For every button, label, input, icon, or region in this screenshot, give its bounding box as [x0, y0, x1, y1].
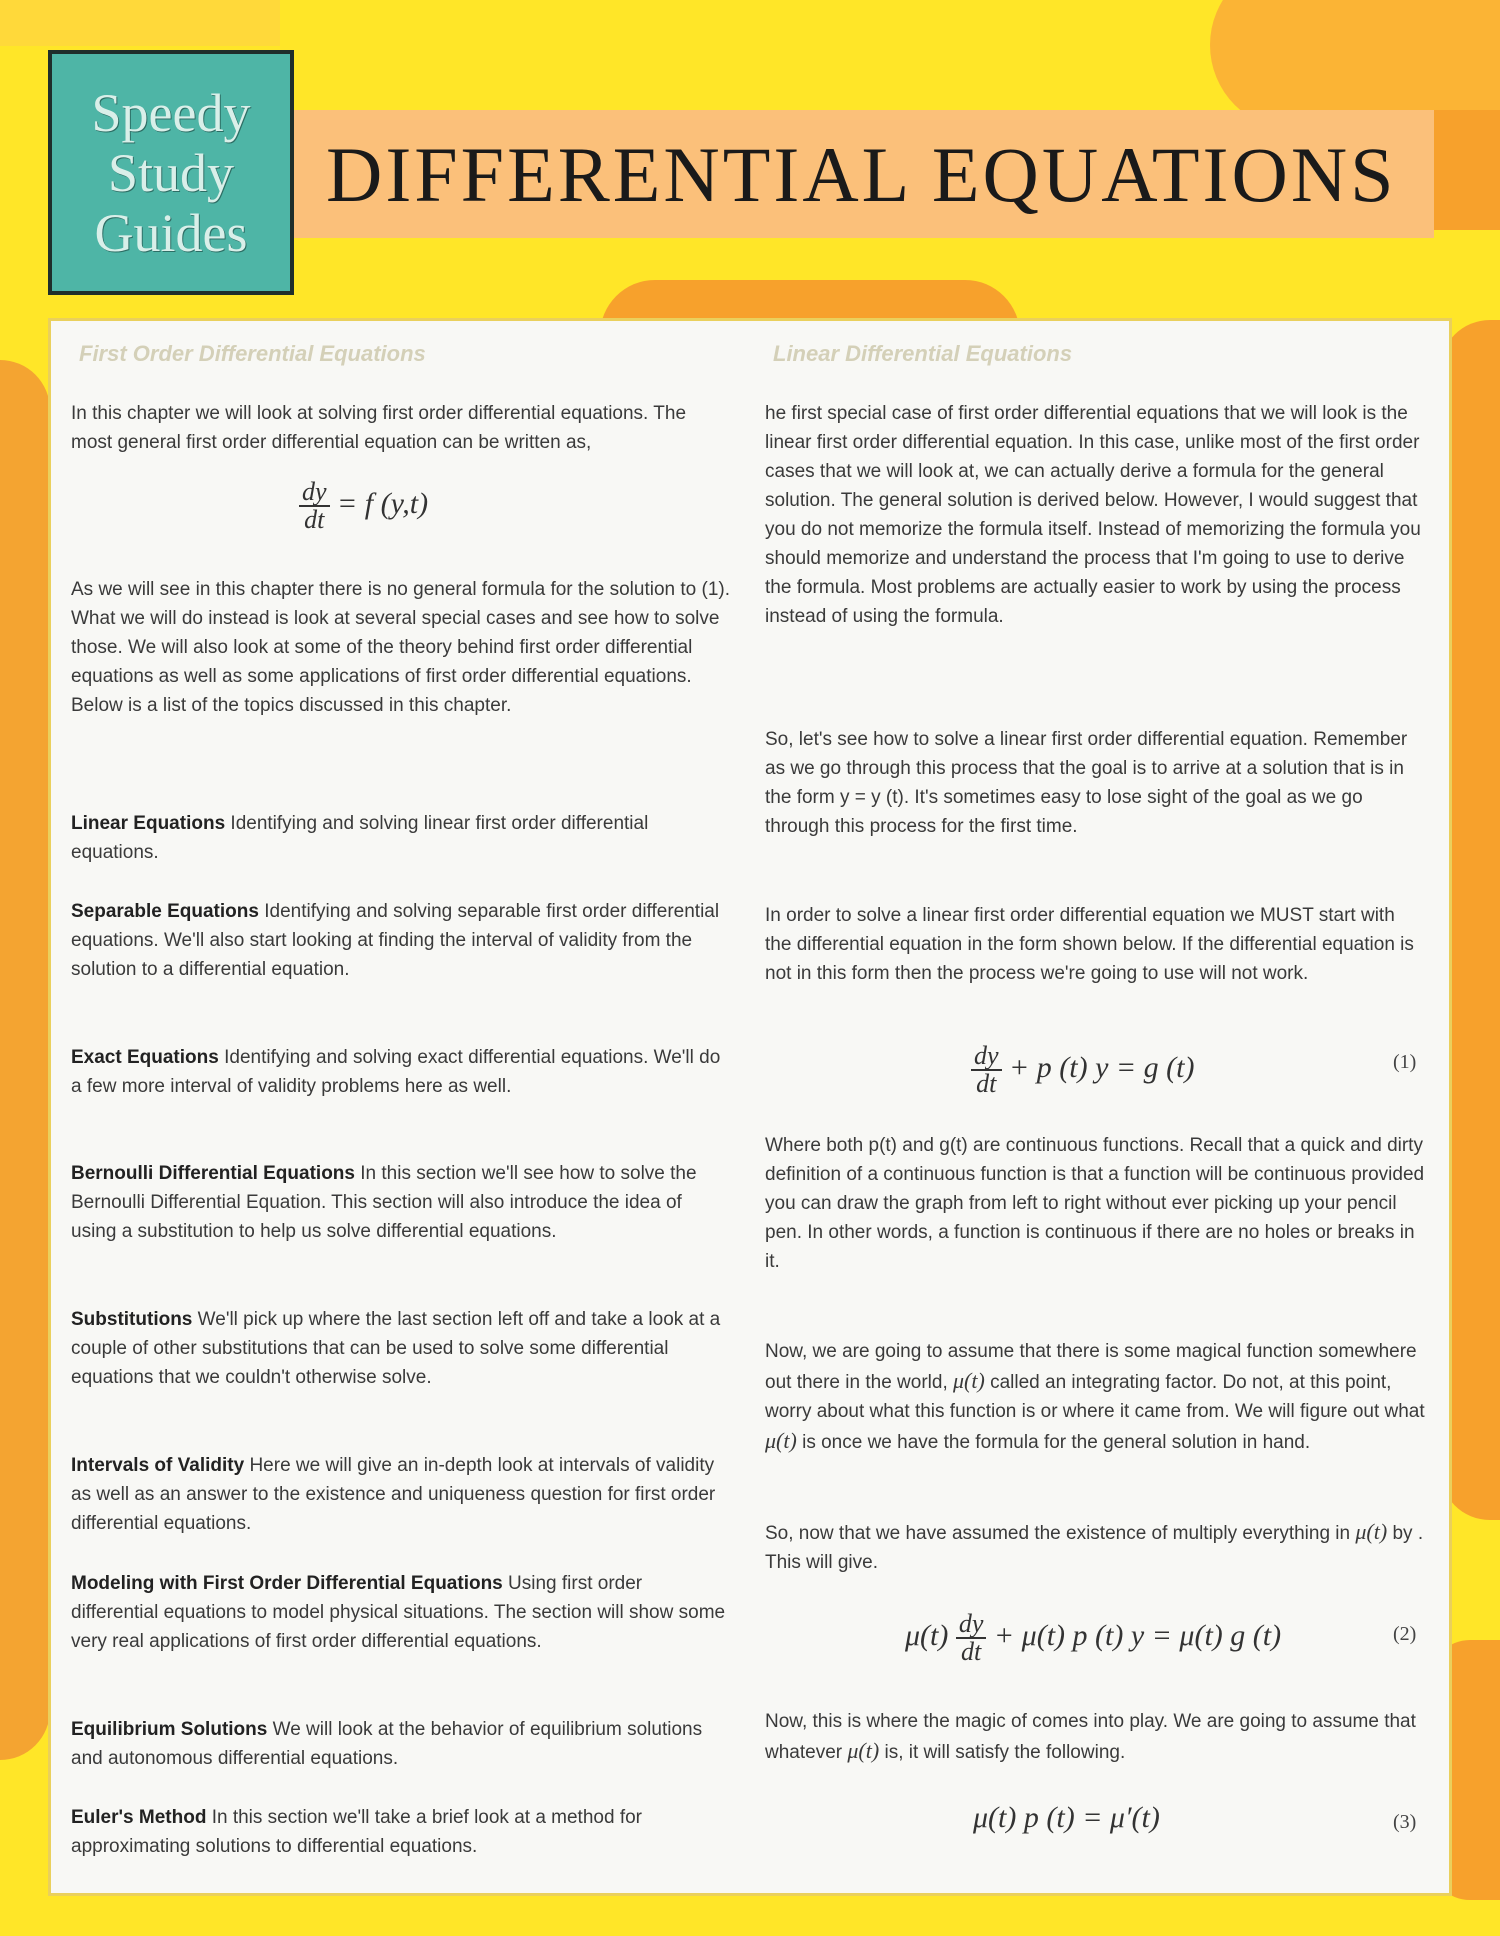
equation-rest: + p (t) y = g (t) — [1009, 1050, 1195, 1084]
topic-item — [71, 1451, 731, 1538]
general-equation — [299, 479, 428, 533]
topic-item — [71, 1159, 731, 1246]
topic-term: Equilibrium Solutions — [71, 1719, 268, 1740]
fraction — [956, 1611, 987, 1665]
text-run: called an integrating factor. Do not, at this point, worry about what this function is or where it came from. We will figure out what — [765, 1372, 1425, 1422]
topic-desc: Using first order differential equations to model physical situations. The section will show some very real applications of first order differential equations. — [71, 1573, 726, 1652]
equation-lead: μ(t) — [905, 1618, 949, 1652]
frac-denominator: dt — [976, 1069, 997, 1098]
mu-symbol: μ(t) — [953, 1368, 985, 1393]
text-run: Now, this is where the magic of comes into play. We are going to assume that whatever — [765, 1711, 1416, 1763]
equation-1 — [971, 1043, 1194, 1097]
topic-desc: Here we will give an in-depth look at intervals of validity as well as an answer to the existence and uniqueness question for first order differential equations. — [71, 1455, 716, 1534]
continuity-paragraph: Where both p(t) and g(t) are continuous functions. Recall that a quick and dirty definition of a continuous function is that a function will be continuous provided you can draw the graph from left to right without ever picking up your pencil pen. In other words, a function is continuous if there are no holes or breaks in it. — [765, 1135, 1425, 1272]
topic-item — [71, 809, 731, 867]
equation-rest: + μ(t) p (t) y = μ(t) g (t) — [993, 1618, 1282, 1652]
text-run: is once we have the formula for the general solution in hand. — [802, 1432, 1311, 1453]
text-run: is, it will satisfy the following. — [884, 1742, 1126, 1763]
bg-shape — [0, 0, 280, 46]
page-title: DIFFERENTIAL EQUATIONS — [326, 131, 1397, 218]
topic-term: Separable Equations — [71, 901, 259, 922]
mu-symbol: μ(t) — [1355, 1519, 1388, 1544]
brand-logo — [48, 50, 294, 295]
fraction — [971, 1043, 1002, 1097]
topic-item — [71, 1043, 731, 1101]
equation-number: (2) — [1393, 1623, 1417, 1645]
topic-item — [71, 1803, 731, 1861]
section-heading: First Order Differential Equations — [79, 341, 426, 366]
logo-line: Speedy — [91, 82, 251, 143]
multiply-paragraph — [765, 1517, 1425, 1577]
text-run: So, now that we have assumed the existence of multiply everything in — [765, 1523, 1351, 1544]
topic-desc: In this section we'll take a brief look at a method for approximating solutions to differential equations. — [71, 1807, 642, 1857]
topic-desc: Identifying and solving linear first order differential equations. — [71, 813, 649, 863]
text-run: Now, we are going to assume that there is some magical function somewhere out there in the world, — [765, 1341, 1417, 1393]
topic-term: Exact Equations — [71, 1047, 219, 1068]
topic-desc: In this section we'll see how to solve the Bernoulli Differential Equation. This section will also introduce the idea of using a substitution to help us solve differential equations. — [71, 1163, 697, 1242]
fraction — [299, 479, 330, 533]
content-sheet — [48, 318, 1452, 1896]
equation-rhs: = f (y,t) — [337, 486, 429, 520]
topic-term: Euler's Method — [71, 1807, 207, 1828]
logo-line: Study — [107, 142, 235, 203]
frac-denominator: dt — [304, 505, 325, 534]
topic-item — [71, 1305, 731, 1392]
intro-paragraph: In this chapter we will look at solving first order differential equations. The most general first order differential equation can be written as, — [71, 403, 687, 453]
equation-number: (3) — [1393, 1811, 1417, 1833]
magic-paragraph — [765, 1707, 1425, 1767]
overview-paragraph: As we will see in this chapter there is no general formula for the solution to (1). What we will do instead is look at several special cases and see how to solve those. We will also look at some of the theory behind first order differential equations as well as some applications of first order differential equations. Below is a list of the topics discussed in this chapter. — [71, 579, 730, 716]
text-run: by . This will give. — [765, 1523, 1424, 1573]
section-heading: Linear Differential Equations — [773, 341, 1073, 366]
mu-symbol: μ(t) — [847, 1738, 880, 1763]
equation-3: μ(t) p (t) = μ′(t) — [973, 1801, 1160, 1834]
topic-desc: Identifying and solving separable first order differential equations. We'll also start looking at finding the interval of validity from the solution to a differential equation. — [71, 901, 720, 980]
process-paragraph: So, let's see how to solve a linear first order differential equation. Remember as we go through this process that the goal is to arrive at a solution that is in the form y = y (t). It's sometimes easy to lose sight of the goal as we go through this process for the first time. — [765, 729, 1408, 837]
logo-line: Guides — [94, 202, 248, 263]
topic-desc: Identifying and solving exact differential equations. We'll do a few more interval of validity problems here as well. — [71, 1047, 721, 1097]
topic-desc: We will look at the behavior of equilibrium solutions and autonomous differential equations. — [71, 1719, 703, 1769]
topic-term: Linear Equations — [71, 813, 226, 834]
frac-numerator: dy — [299, 479, 330, 507]
frac-numerator: dy — [971, 1043, 1002, 1071]
topic-desc: We'll pick up where the last section left off and take a look at a couple of other substitutions that can be used to solve some differential equations that we couldn't otherwise solve. — [71, 1309, 721, 1388]
integrating-factor-paragraph — [765, 1337, 1425, 1457]
equation-number: (1) — [1393, 1051, 1417, 1073]
frac-denominator: dt — [961, 1637, 982, 1666]
topic-term: Bernoulli Differential Equations — [71, 1163, 355, 1184]
equation-2 — [905, 1611, 1281, 1665]
topic-term: Substitutions — [71, 1309, 193, 1330]
bg-shape — [0, 360, 50, 1760]
topic-term: Modeling with First Order Differential Equations — [71, 1573, 503, 1594]
topic-item — [71, 1715, 731, 1773]
topic-item — [71, 1569, 731, 1656]
topic-term: Intervals of Validity — [71, 1455, 245, 1476]
form-paragraph: In order to solve a linear first order differential equation we MUST start with the differential equation in the form shown below. If the differential equation is not in this form then the process we're going to use will not work. — [765, 905, 1414, 984]
intro-paragraph: he first special case of first order differential equations that we will look is the linear first order differential equation. In this case, unlike most of the first order cases that we will look at, we can actually derive a formula for the general solution. The general solution is derived below. However, I would suggest that you do not memorize the formula itself. Instead of memorizing the formula you should memorize and understand the process that I'm going to use to derive the formula. Most problems are actually easier to work by using the process instead of using the formula. — [765, 403, 1421, 627]
topic-item — [71, 897, 731, 984]
mu-symbol: μ(t) — [765, 1428, 797, 1453]
frac-numerator: dy — [956, 1611, 987, 1639]
